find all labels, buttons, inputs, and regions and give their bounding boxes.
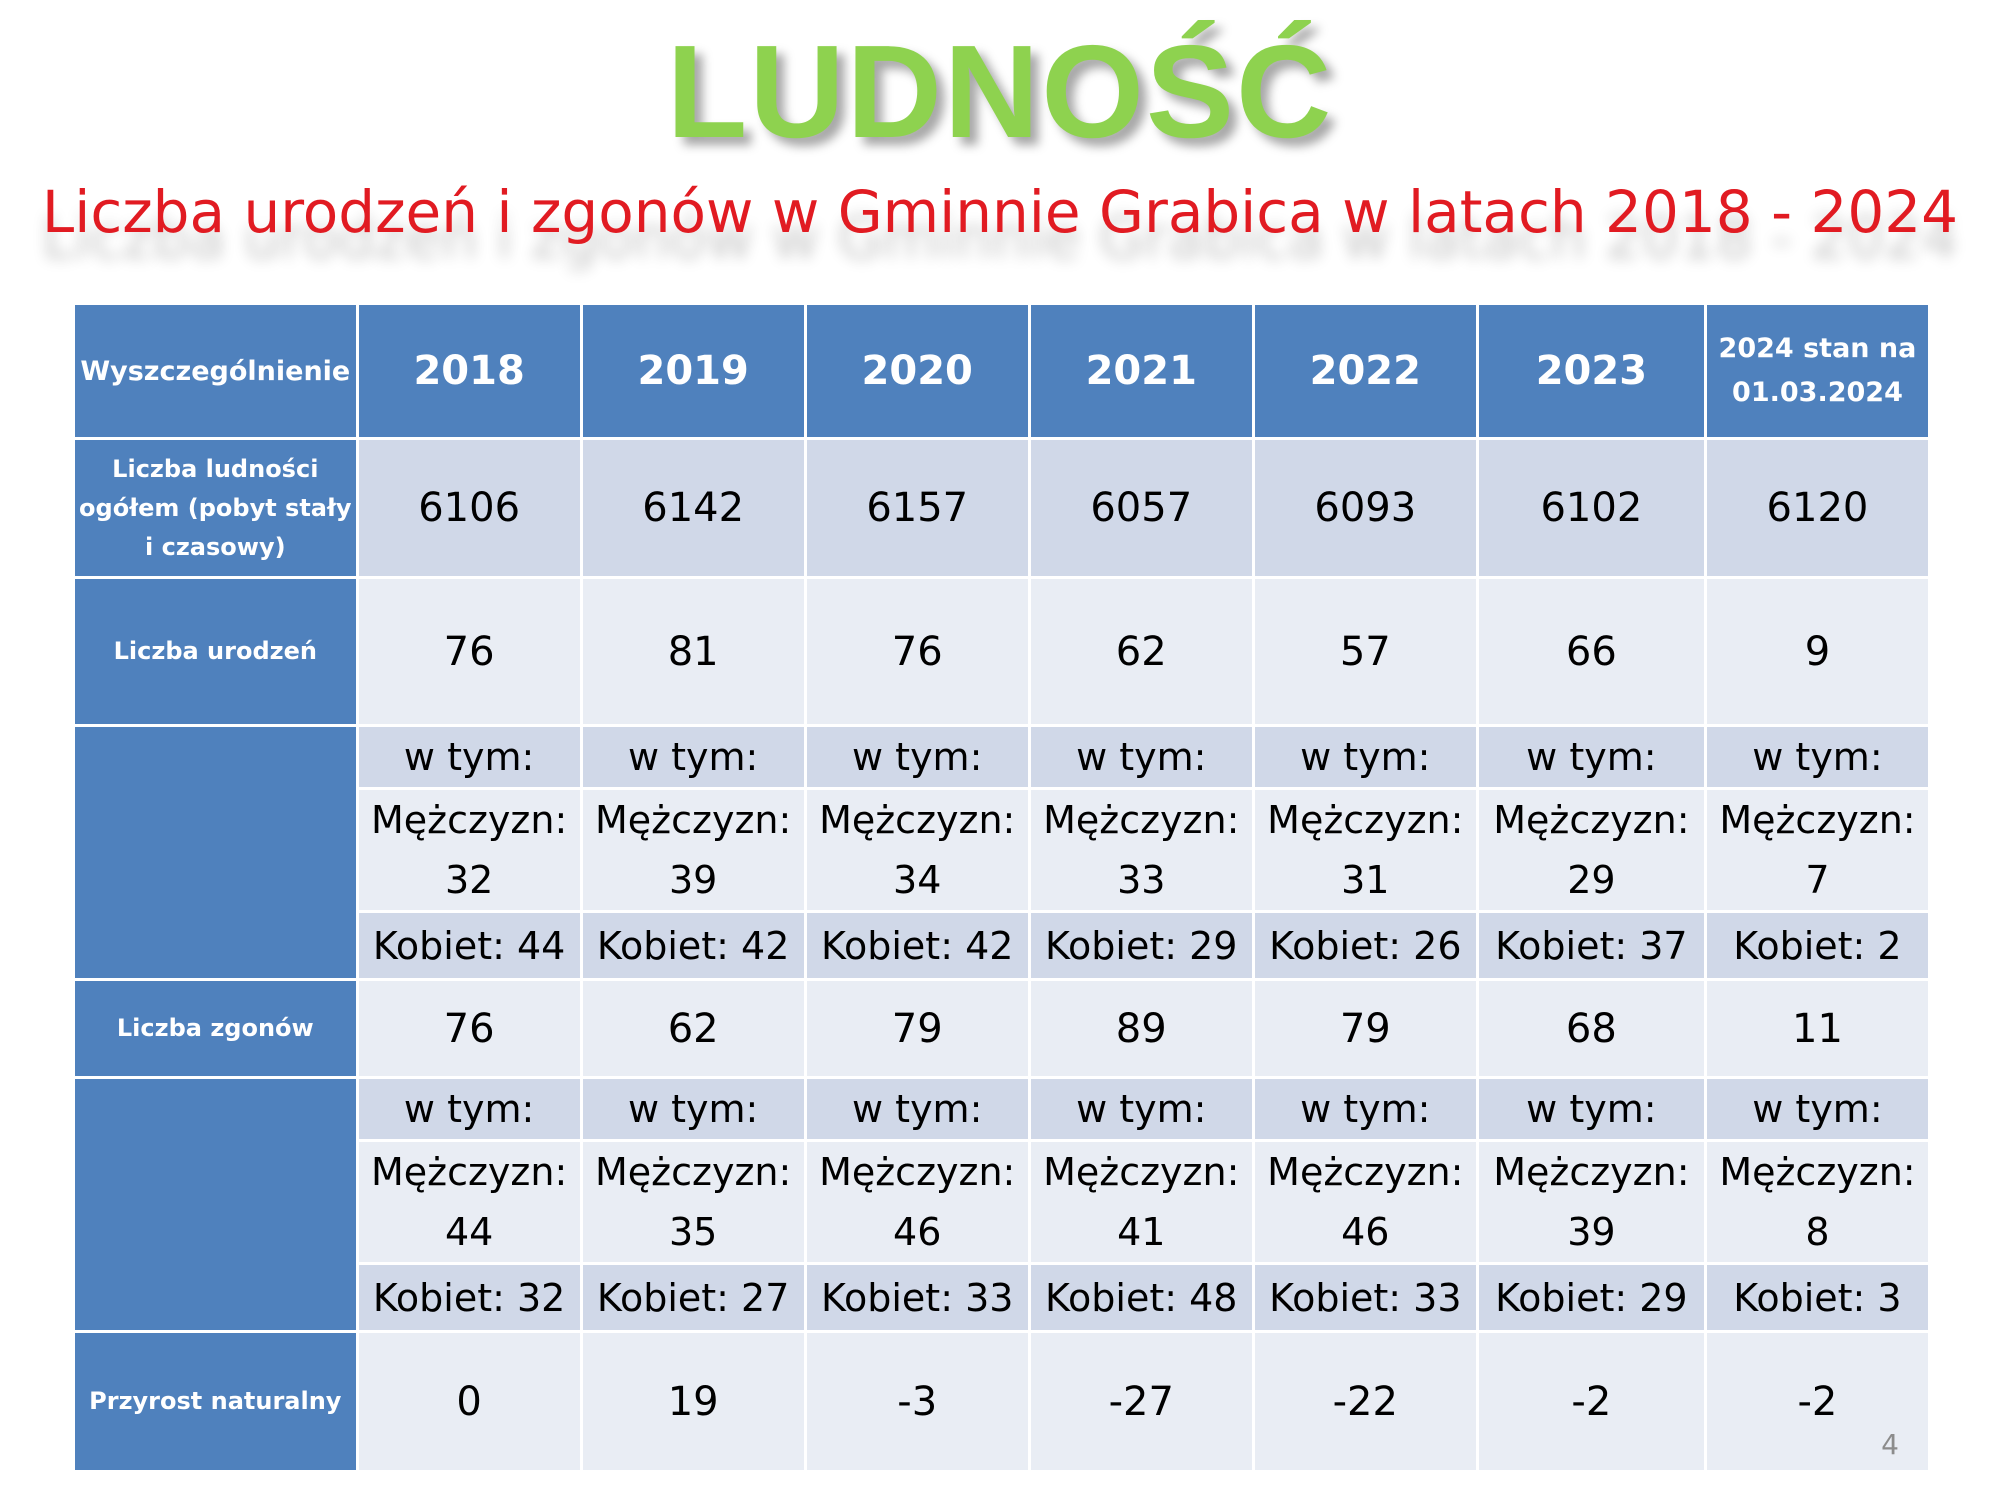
births-value: 76 (805, 578, 1029, 726)
population-label-line1: Liczba ludności (112, 454, 319, 483)
deaths-men (805, 1141, 1029, 1264)
births-women: Kobiet: 2 (1705, 912, 1929, 980)
men-label: Mężczyzn: (1719, 1150, 1916, 1194)
growth-value: -3 (805, 1332, 1029, 1472)
deaths-intro: w tym: (1705, 1078, 1929, 1141)
men-value: 29 (1567, 858, 1616, 902)
deaths-value: 76 (357, 980, 581, 1078)
births-value: 66 (1477, 578, 1705, 726)
deaths-intro-row (74, 1078, 1930, 1141)
births-label: Liczba urodzeń (74, 578, 358, 726)
men-value: 44 (444, 1210, 494, 1254)
header-year-2024 (1705, 304, 1929, 439)
births-women: Kobiet: 29 (1029, 912, 1253, 980)
population-value: 6102 (1477, 439, 1705, 578)
growth-value: 0 (357, 1332, 581, 1472)
men-label: Mężczyzn: (1493, 798, 1690, 842)
men-value: 41 (1117, 1210, 1166, 1254)
table-header-row (74, 304, 1930, 439)
growth-value: -27 (1029, 1332, 1253, 1472)
births-men (1253, 789, 1477, 912)
growth-value: -2 (1477, 1332, 1705, 1472)
population-table (72, 302, 1931, 1473)
population-label (74, 439, 358, 578)
growth-value: 19 (581, 1332, 805, 1472)
births-value: 76 (357, 578, 581, 726)
births-row (74, 578, 1930, 726)
growth-value: -2 (1705, 1332, 1929, 1472)
births-men (1705, 789, 1929, 912)
men-value: 7 (1805, 858, 1830, 902)
header-corner: Wyszczególnienie (74, 304, 358, 439)
men-label: Mężczyzn: (1267, 1150, 1464, 1194)
population-label-line2: ogółem (pobyt stały (79, 493, 352, 522)
births-women: Kobiet: 42 (581, 912, 805, 980)
births-men (1477, 789, 1705, 912)
men-label: Mężczyzn: (1043, 1150, 1240, 1194)
births-men (357, 789, 581, 912)
births-intro: w tym: (581, 726, 805, 789)
men-value: 8 (1805, 1210, 1830, 1254)
men-value: 31 (1341, 858, 1390, 902)
men-label: Mężczyzn: (595, 798, 792, 842)
growth-row (74, 1332, 1930, 1472)
births-value: 81 (581, 578, 805, 726)
population-value: 6157 (805, 439, 1029, 578)
header-year: 2023 (1477, 304, 1705, 439)
deaths-women: Kobiet: 33 (1253, 1264, 1477, 1332)
births-value: 9 (1705, 578, 1929, 726)
births-intro: w tym: (805, 726, 1029, 789)
header-year: 2022 (1253, 304, 1477, 439)
population-value: 6093 (1253, 439, 1477, 578)
growth-label: Przyrost naturalny (74, 1332, 358, 1472)
births-intro: w tym: (1705, 726, 1929, 789)
population-value: 6057 (1029, 439, 1253, 578)
men-value: 34 (893, 858, 942, 902)
men-label: Mężczyzn: (1493, 1150, 1690, 1194)
men-value: 39 (1567, 1210, 1616, 1254)
births-value: 62 (1029, 578, 1253, 726)
deaths-men (1253, 1141, 1477, 1264)
deaths-intro: w tym: (1029, 1078, 1253, 1141)
men-label: Mężczyzn: (819, 1150, 1016, 1194)
births-women: Kobiet: 44 (357, 912, 581, 980)
births-intro: w tym: (1253, 726, 1477, 789)
deaths-men (1029, 1141, 1253, 1264)
men-value: 39 (668, 858, 718, 902)
deaths-women: Kobiet: 3 (1705, 1264, 1929, 1332)
header-year-2024-line2: 01.03.2024 (1732, 377, 1903, 408)
births-intro-row (74, 726, 1930, 789)
deaths-women: Kobiet: 32 (357, 1264, 581, 1332)
deaths-value: 79 (1253, 980, 1477, 1078)
men-value: 33 (1117, 858, 1166, 902)
deaths-women: Kobiet: 33 (805, 1264, 1029, 1332)
births-women: Kobiet: 37 (1477, 912, 1705, 980)
deaths-intro: w tym: (1477, 1078, 1705, 1141)
slide-subtitle: Liczba urodzeń i zgonów w Gminnie Grabica w latach 2018 - 2024 (41, 178, 1959, 246)
deaths-women: Kobiet: 29 (1477, 1264, 1705, 1332)
page-number: 4 (1881, 1428, 1899, 1461)
deaths-intro: w tym: (581, 1078, 805, 1141)
deaths-men (1477, 1141, 1705, 1264)
header-year: 2018 (357, 304, 581, 439)
births-intro: w tym: (1029, 726, 1253, 789)
births-intro: w tym: (1477, 726, 1705, 789)
men-value: 46 (1341, 1210, 1390, 1254)
population-value: 6106 (357, 439, 581, 578)
men-label: Mężczyzn: (1719, 798, 1916, 842)
births-women: Kobiet: 42 (805, 912, 1029, 980)
deaths-value: 62 (581, 980, 805, 1078)
population-row (74, 439, 1930, 578)
men-label: Mężczyzn: (819, 798, 1016, 842)
deaths-intro: w tym: (805, 1078, 1029, 1141)
deaths-value: 68 (1477, 980, 1705, 1078)
men-label: Mężczyzn: (370, 1150, 568, 1194)
deaths-breakdown-label (74, 1078, 358, 1332)
slide-title: LUDNOŚĆ (666, 18, 1334, 165)
deaths-men (1705, 1141, 1929, 1264)
births-breakdown-label (74, 726, 358, 980)
births-value: 57 (1253, 578, 1477, 726)
deaths-intro: w tym: (357, 1078, 581, 1141)
men-label: Mężczyzn: (1267, 798, 1464, 842)
deaths-men (357, 1141, 581, 1264)
population-label-line3: i czasowy) (145, 532, 286, 561)
population-value: 6142 (581, 439, 805, 578)
births-men (1029, 789, 1253, 912)
births-intro: w tym: (357, 726, 581, 789)
men-label: Mężczyzn: (1043, 798, 1240, 842)
deaths-men (581, 1141, 805, 1264)
deaths-value: 11 (1705, 980, 1929, 1078)
deaths-women: Kobiet: 27 (581, 1264, 805, 1332)
deaths-row (74, 980, 1930, 1078)
header-year: 2020 (805, 304, 1029, 439)
deaths-intro: w tym: (1253, 1078, 1477, 1141)
header-year-2024-line1: 2024 stan na (1718, 333, 1917, 364)
men-value: 32 (444, 858, 494, 902)
men-value: 46 (893, 1210, 942, 1254)
deaths-value: 89 (1029, 980, 1253, 1078)
population-value: 6120 (1705, 439, 1929, 578)
header-year: 2019 (581, 304, 805, 439)
deaths-women: Kobiet: 48 (1029, 1264, 1253, 1332)
men-value: 35 (668, 1210, 718, 1254)
births-men (805, 789, 1029, 912)
deaths-value: 79 (805, 980, 1029, 1078)
births-women: Kobiet: 26 (1253, 912, 1477, 980)
growth-value: -22 (1253, 1332, 1477, 1472)
header-year: 2021 (1029, 304, 1253, 439)
deaths-label: Liczba zgonów (74, 980, 358, 1078)
men-label: Mężczyzn: (370, 798, 568, 842)
men-label: Mężczyzn: (595, 1150, 792, 1194)
births-men (581, 789, 805, 912)
